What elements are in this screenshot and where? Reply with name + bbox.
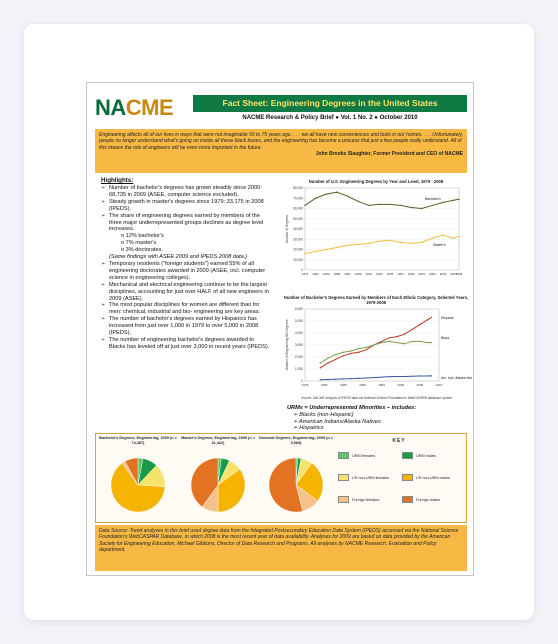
degrees-by-level-chart	[283, 179, 469, 289]
highlight-subitem: o 7% master's	[121, 240, 157, 247]
pie-title: Doctoral Degrees, Engineering, 2009 (n = 9,083)	[259, 436, 333, 445]
x-tick-label: 1990	[359, 383, 366, 387]
data-point	[326, 193, 327, 194]
data-point	[381, 342, 382, 343]
y-tick-label: 10,000	[293, 257, 303, 262]
data-point	[400, 205, 401, 206]
highlight-subitem: o 3% doctorates.	[121, 247, 163, 254]
data-point	[404, 376, 405, 377]
y-tick-label: 70,000	[293, 196, 303, 201]
data-point	[411, 207, 412, 208]
data-point	[432, 238, 433, 239]
data-point	[350, 353, 351, 354]
x-tick-label: 1989	[354, 272, 362, 276]
data-point	[419, 324, 420, 325]
x-tick-label: 1993	[376, 272, 383, 276]
data-point	[336, 247, 337, 248]
fact-sheet-title: Fact Sheet: Engineering Degrees in the United States	[193, 95, 467, 112]
highlight-item: ➢ Number of bachelor's degrees has grown steadily since 2000: 68,735 in 2009 (ASEE, computer science excluded).	[101, 185, 271, 199]
x-tick-label: 2005	[416, 383, 424, 387]
data-point	[458, 199, 459, 200]
data-point	[381, 341, 382, 342]
data-point	[373, 377, 374, 378]
data-point	[358, 352, 359, 353]
fact-sheet-page	[86, 82, 474, 576]
data-point	[381, 376, 382, 377]
data-point	[412, 341, 413, 342]
key-item: Foreign females	[338, 496, 379, 503]
highlight-item: ➢ Mechanical and electrical engineering continue to be the largest disciplines, accounting for just over HALF of all new engineers in 2009 (ASEE).	[101, 282, 271, 303]
key-item: Foreign males	[402, 496, 440, 503]
data-point	[357, 201, 358, 202]
data-point	[442, 234, 443, 235]
pie-key	[334, 438, 464, 518]
highlights-title: Highlights:	[101, 177, 134, 184]
series-line	[320, 317, 431, 367]
data-point	[389, 341, 390, 342]
data-point	[350, 350, 351, 351]
series-label: Bachelor's	[425, 197, 441, 201]
y-tick-label: 1,000	[295, 367, 303, 372]
y-tick-label: 80,000	[293, 186, 303, 191]
data-point	[453, 200, 454, 201]
x-tick-label: 1981	[312, 272, 319, 276]
data-point	[404, 343, 405, 344]
x-tick-label: 2007	[450, 272, 458, 276]
data-point	[389, 240, 390, 241]
urm-item: ➢ American Indians/Alaska Natives	[293, 418, 381, 425]
data-point	[379, 204, 380, 205]
data-point	[343, 378, 344, 379]
y-tick-label: 0	[301, 379, 303, 384]
urm-item: ➢ Blacks (non-Hispanic)	[293, 411, 354, 418]
x-tick-label: 1995	[386, 272, 394, 276]
data-point	[320, 367, 321, 368]
pie-title: Master's Degrees, Engineering, 2009 (n = 41,422)	[181, 436, 255, 445]
highlight-item: ➢ Steady growth in master's degrees since 1979: 33,175 in 2008 (IPEDS).	[101, 199, 271, 213]
data-point	[427, 319, 428, 320]
series-line	[320, 341, 431, 363]
series-label: Black	[441, 336, 450, 340]
urm-heading: URMs = Underrepresented Minorities – includes:	[287, 405, 417, 411]
data-point	[347, 245, 348, 246]
series-line	[320, 376, 431, 380]
highlight-item: ➢ The most popular disciplines for women are different than for men: chemical, industrial and bio- engineering are key areas.	[101, 302, 271, 316]
data-point	[379, 241, 380, 242]
data-point	[327, 358, 328, 359]
data-point	[389, 204, 390, 205]
data-point	[366, 349, 367, 350]
data-point	[412, 376, 413, 377]
data-point	[358, 348, 359, 349]
highlight-subitem: o 12% bachelor's	[121, 233, 164, 240]
x-tick-label: 1985	[333, 272, 341, 276]
x-tick-label: 1975	[301, 383, 309, 387]
data-point	[427, 375, 428, 376]
x-tick-label: 1979	[301, 272, 309, 276]
data-point	[431, 342, 432, 343]
data-point	[396, 376, 397, 377]
y-axis-label: Number of Engineering BS Degrees	[285, 319, 289, 371]
key-swatch	[402, 452, 413, 459]
data-point	[327, 379, 328, 380]
data-point	[373, 344, 374, 345]
data-point	[453, 238, 454, 239]
pie-title: Bachelor's Degrees, Engineering, 2009 (n = 74,387)	[99, 436, 177, 445]
data-point	[442, 202, 443, 203]
data-point	[432, 205, 433, 206]
highlight-item: ➢ Temporary residents ("foreign students") earned 55% of all engineering doctorates awarded in 2009 (ASEE, incl. computer science in engineering colleges).	[101, 261, 271, 282]
x-tick-label: 2005	[439, 272, 447, 276]
data-point	[396, 336, 397, 337]
data-point	[396, 342, 397, 343]
y-tick-label: 6,000	[295, 307, 303, 312]
key-item: US non-URM females	[338, 474, 389, 481]
x-tick-label: 1983	[322, 272, 330, 276]
data-point	[326, 249, 327, 250]
x-tick-label: 1985	[339, 383, 347, 387]
data-point	[304, 205, 305, 206]
x-tick-label: 2010	[435, 383, 443, 387]
key-item: URM males	[402, 452, 436, 459]
highlight-item: ➢ The number of bachelor's degrees earned by Hispanics has increased from just over 1,000 in 1979 to over 5,000 in 2008 (IPEDS).	[101, 316, 271, 337]
data-point	[358, 378, 359, 379]
x-tick-label: 1997	[397, 272, 404, 276]
data-point	[350, 378, 351, 379]
x-tick-label: 1987	[344, 272, 351, 276]
y-tick-label: 3,000	[295, 343, 303, 348]
x-tick-label: 2008	[455, 272, 463, 276]
data-point	[421, 242, 422, 243]
y-tick-label: 40,000	[293, 227, 303, 232]
urm-item: ➢ Hispanics	[293, 425, 324, 432]
y-tick-label: 5,000	[295, 319, 303, 324]
data-source-footer: Data Source: Trend analyses in this brief used degree data from the Integrated Postsecondary Education Data System (IPEDS) accessed via the National Science Foundation's WebCASPAR Database, in which 2008 is the most recent year of data availability. Analyses for 2009 are based on data provided by the American Society for Engineering Education, Michael Gibbons, Director of Data Research and Programs. All analyses by NACME Research, Evaluation and Policy department.	[95, 525, 467, 571]
data-point	[431, 375, 432, 376]
y-tick-label: 50,000	[293, 216, 303, 221]
data-point	[412, 329, 413, 330]
urm-definition	[287, 405, 467, 432]
ethnic-bachelors-chart	[283, 295, 473, 395]
x-tick-label: 1980	[320, 383, 328, 387]
x-tick-label: 2000	[397, 383, 405, 387]
data-point	[389, 337, 390, 338]
doctoral-pie	[256, 436, 336, 522]
data-point	[411, 243, 412, 244]
key-swatch	[338, 496, 349, 503]
chart-title: Number of Bachelor's Degrees Earned by Members of Each Ethnic Category, Selected Years, 1979-2008	[283, 295, 469, 305]
quote-attribution: John Brooks Slaughter, Former President and CEO of NACME	[315, 151, 463, 158]
data-point	[421, 208, 422, 209]
series-label: Master's	[433, 243, 446, 247]
bachelors-pie-plot	[98, 445, 178, 517]
pie-charts-panel	[95, 433, 467, 523]
data-point	[335, 359, 336, 360]
data-point	[320, 362, 321, 363]
data-point	[419, 375, 420, 376]
data-point	[343, 352, 344, 353]
key-swatch	[338, 452, 349, 459]
highlight-item: ➢ The share of engineering degrees earned by members of the three major underrepresented groups declines as degree level increases.	[101, 213, 271, 234]
data-point	[404, 334, 405, 335]
y-axis-label: Number of Degrees	[285, 215, 289, 243]
x-tick-label: 1999	[407, 272, 415, 276]
ethnic-bachelors-plot	[283, 305, 473, 393]
data-point	[315, 198, 316, 199]
nacme-logo: NACME	[95, 95, 174, 120]
key-swatch	[402, 474, 413, 481]
x-tick-label: 1995	[378, 383, 385, 387]
key-title: KEY	[392, 438, 406, 444]
key-item: URM females	[338, 452, 375, 459]
y-tick-label: 0	[301, 268, 303, 273]
bachelors-pie	[98, 436, 178, 522]
data-point	[315, 251, 316, 252]
highlights-list	[101, 185, 271, 351]
data-point	[368, 205, 369, 206]
data-point	[304, 253, 305, 254]
highlight-note: (Same findings with ASEE 2009 and IPEDS 2008 data.)	[109, 254, 248, 261]
data-point	[336, 191, 337, 192]
x-tick-label: 2001	[418, 272, 426, 276]
series-label: Hispanic	[441, 316, 455, 320]
y-tick-label: 30,000	[293, 237, 303, 242]
y-tick-label: 2,000	[295, 355, 303, 360]
masters-pie	[178, 436, 258, 522]
data-point	[357, 244, 358, 245]
data-point	[366, 347, 367, 348]
data-point	[368, 243, 369, 244]
chart-title: Number of U.S. Engineering Degrees by Year and Level, 1979 - 2008	[308, 179, 444, 184]
y-tick-label: 60,000	[293, 206, 303, 211]
data-point	[389, 376, 390, 377]
y-tick-label: 20,000	[293, 247, 303, 252]
data-point	[431, 317, 432, 318]
data-point	[366, 377, 367, 378]
key-swatch	[338, 474, 349, 481]
series-label: Am. Ind./ Alaska Nat.	[441, 376, 473, 380]
data-point	[427, 342, 428, 343]
highlight-item: ➢ The number of engineering bachelor's degrees awarded to Blacks has leveled off at just over 3,000 in recent years (IPEDS).	[101, 337, 271, 351]
key-item: US non-URM males	[402, 474, 450, 481]
data-point	[335, 379, 336, 380]
quote-box	[95, 129, 467, 173]
chart-source-note: Source: NACME analysis of IPEDS data via National Science Foundation's WebCASPAR database system.	[301, 396, 453, 400]
key-swatch	[402, 496, 413, 503]
x-tick-label: 1991	[365, 272, 373, 276]
degrees-by-level-plot	[283, 184, 469, 288]
masters-pie-plot	[178, 445, 258, 517]
doctoral-pie-plot	[256, 445, 336, 517]
data-point	[419, 341, 420, 342]
brief-subtitle: NACME Research & Policy Brief ● Vol. 1 No. 2 ● October 2010	[242, 115, 418, 121]
y-tick-label: 4,000	[295, 331, 303, 336]
data-point	[458, 235, 459, 236]
data-point	[347, 196, 348, 197]
data-point	[335, 354, 336, 355]
x-tick-label: 2003	[429, 272, 436, 276]
data-point	[343, 355, 344, 356]
data-point	[327, 362, 328, 363]
data-point	[320, 379, 321, 380]
quote-text: Engineering affects all of our lives in ways that were not imaginable 50 to 75 years ago. . . . we all have new conveniences and tools in our homes. . . . Unfortunately, people no longer understand what's going on inside all these black boxes, and the engineering has become a process that just a few people really understand. All of this means the role of engineers will be even more important in the future.	[99, 132, 463, 151]
data-point	[400, 242, 401, 243]
